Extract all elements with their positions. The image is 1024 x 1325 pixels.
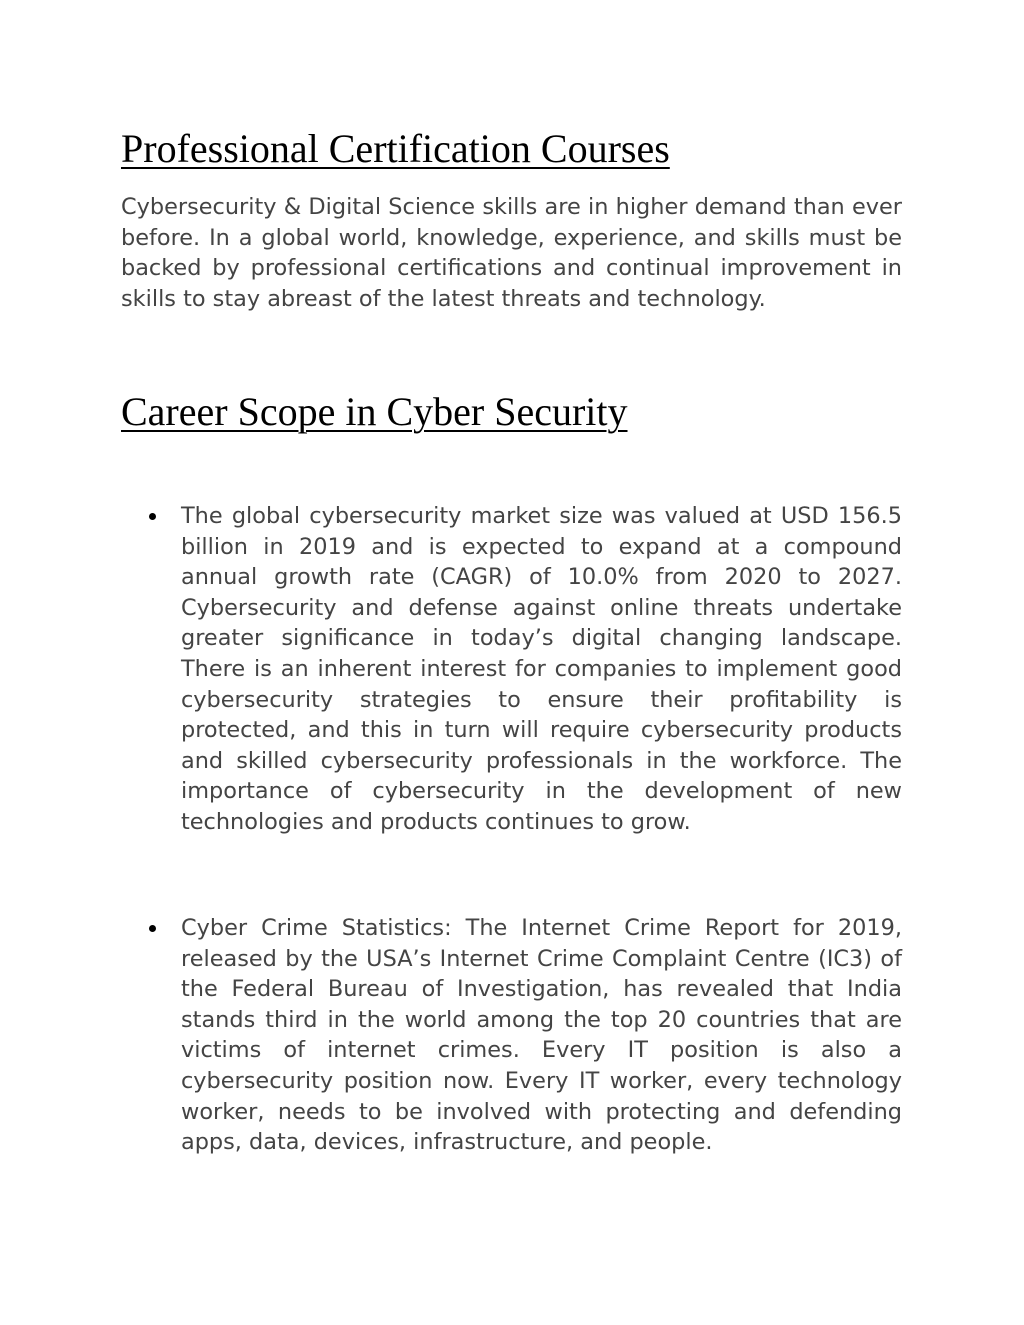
list-item	[181, 501, 902, 838]
career-heading: Career Scope in Cyber Security	[121, 389, 628, 434]
bullet-text-market-size: The global cybersecurity market size was valued at USD 156.5 billion in 2019 and is expected to expand at a compound annual growth rate (CAGR) of 10.0% from 2020 to 2027. Cybersecurity and defense against online threats undertake greater significance in today’s digital changing landscape. There is an inherent interest for companies to implement good cybersecurity strategies to ensure their profitability is protected, and this in turn will require cybersecurity products and skilled cybersecurity professionals in the workforce. The importance of cybersecurity in the development of new technologies and products continues to grow.	[181, 503, 902, 835]
bullet-icon	[149, 513, 156, 520]
certification-paragraph: Cybersecurity & Digital Science skills are in higher demand than ever before. In a global world, knowledge, experience, and skills must be backed by professional certifications and continual improvement in skills to stay abreast of the latest threats and technology.	[121, 194, 902, 312]
certification-heading: Professional Certification Courses	[121, 126, 670, 171]
bullet-icon	[149, 925, 156, 932]
list-item	[181, 913, 902, 1158]
bullet-text-crime-statistics: Cyber Crime Statistics: The Internet Crime Report for 2019, released by the USA’s Internet Crime Complaint Centre (IC3) of the Federal Bureau of Investigation, has revealed that India stands third in the world among the top 20 countries that are victims of internet crimes. Every IT position is also a cybersecurity position now. Every IT worker, every technology worker, needs to be involved with protecting and defending apps, data, devices, infrastructure, and people.	[181, 915, 902, 1156]
